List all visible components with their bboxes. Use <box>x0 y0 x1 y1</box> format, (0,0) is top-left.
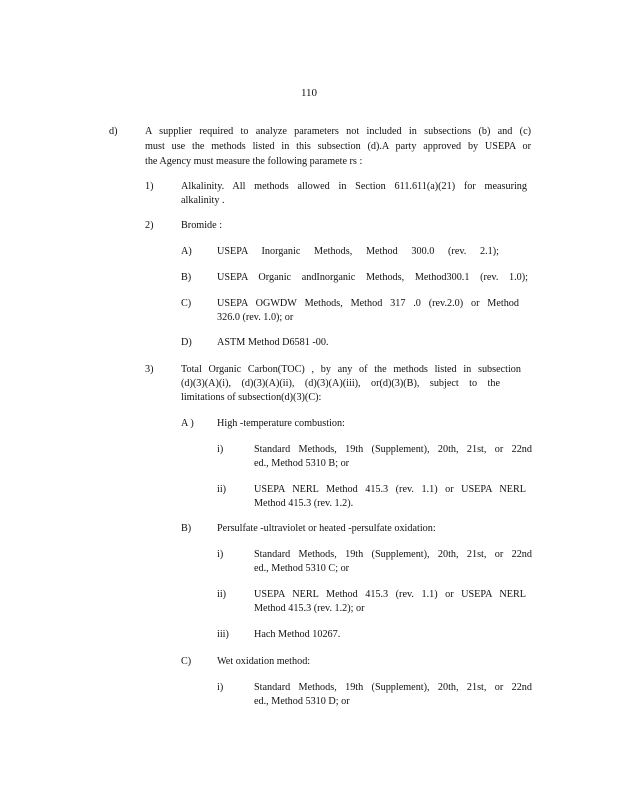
item-2-title: Bromide : <box>181 220 223 231</box>
item-3-B-i-line-2: ed., Method 5310 C; or <box>254 563 350 574</box>
item-3-B-iii-line-1: Hach Method 10267. <box>254 629 341 640</box>
item-2-B-line-1: USEPA Organic andInorganic Methods, Method300.1 (rev. 1.0); <box>217 272 528 283</box>
item-2-C-line-2: 326.0 (rev. 1.0); or <box>217 312 294 323</box>
item-1-label: 1) <box>145 181 154 192</box>
item-3-A-label: A ) <box>181 418 194 429</box>
subsection-d-line-1: A supplier required to analyze parameters not included in subsections (b) and (c) <box>145 126 531 137</box>
subsection-d-line-2: must use the methods listed in this subsection (d).A party approved by USEPA or <box>145 141 531 152</box>
item-3-line-1: Total Organic Carbon(TOC) , by any of the methods listed in subsection <box>181 364 521 375</box>
item-3-B-ii-line-1: USEPA NERL Method 415.3 (rev. 1.1) or USEPA NERL <box>254 589 526 600</box>
item-2-D-label: D) <box>181 337 192 348</box>
item-3-A-i-line-1: Standard Methods, 19th (Supplement), 20th, 21st, or 22nd <box>254 444 532 455</box>
item-3-A-ii-label: ii) <box>217 484 227 495</box>
item-3-C-i-line-1: Standard Methods, 19th (Supplement), 20th, 21st, or 22nd <box>254 682 532 693</box>
item-3-line-2: (d)(3)(A)(i), (d)(3)(A)(ii), (d)(3)(A)(iii), or(d)(3)(B), subject to the <box>181 378 500 389</box>
item-2-A-line-1: USEPA Inorganic Methods, Method 300.0 (rev. 2.1); <box>217 246 499 257</box>
item-3-A-title: High -temperature combustion: <box>217 418 345 429</box>
item-3-B-iii-label: iii) <box>217 629 229 640</box>
subsection-d-label: d) <box>109 126 118 137</box>
item-3-C-label: C) <box>181 656 192 667</box>
item-3-C-i-label: i) <box>217 682 224 693</box>
item-2-C-label: C) <box>181 298 192 309</box>
item-3-B-i-line-1: Standard Methods, 19th (Supplement), 20th, 21st, or 22nd <box>254 549 532 560</box>
item-3-label: 3) <box>145 364 154 375</box>
item-3-A-ii-line-1: USEPA NERL Method 415.3 (rev. 1.1) or USEPA NERL <box>254 484 526 495</box>
item-3-A-i-line-2: ed., Method 5310 B; or <box>254 458 350 469</box>
item-2-label: 2) <box>145 220 154 231</box>
item-2-D-line-1: ASTM Method D6581 -00. <box>217 337 329 348</box>
item-3-A-ii-line-2: Method 415.3 (rev. 1.2). <box>254 498 354 509</box>
page-number: 110 <box>300 87 318 99</box>
item-3-B-i-label: i) <box>217 549 224 560</box>
item-3-B-ii-line-2: Method 415.3 (rev. 1.2); or <box>254 603 365 614</box>
subsection-d-line-3: the Agency must measure the following paramete rs : <box>145 156 363 167</box>
item-3-B-label: B) <box>181 523 192 534</box>
item-2-A-label: A) <box>181 246 192 257</box>
item-3-C-title: Wet oxidation method: <box>217 656 311 667</box>
item-1-line-2: alkalinity . <box>181 195 225 206</box>
item-2-C-line-1: USEPA OGWDW Methods, Method 317 .0 (rev.2.0) or Method <box>217 298 519 309</box>
item-2-B-label: B) <box>181 272 192 283</box>
item-3-B-title: Persulfate -ultraviolet or heated -persulfate oxidation: <box>217 523 436 534</box>
item-3-B-ii-label: ii) <box>217 589 227 600</box>
item-3-A-i-label: i) <box>217 444 224 455</box>
item-3-line-3: limitations of subsection(d)(3)(C): <box>181 392 322 403</box>
item-3-C-i-line-2: ed., Method 5310 D; or <box>254 696 350 707</box>
item-1-line-1: Alkalinity. All methods allowed in Section 611.611(a)(21) for measuring <box>181 181 527 192</box>
